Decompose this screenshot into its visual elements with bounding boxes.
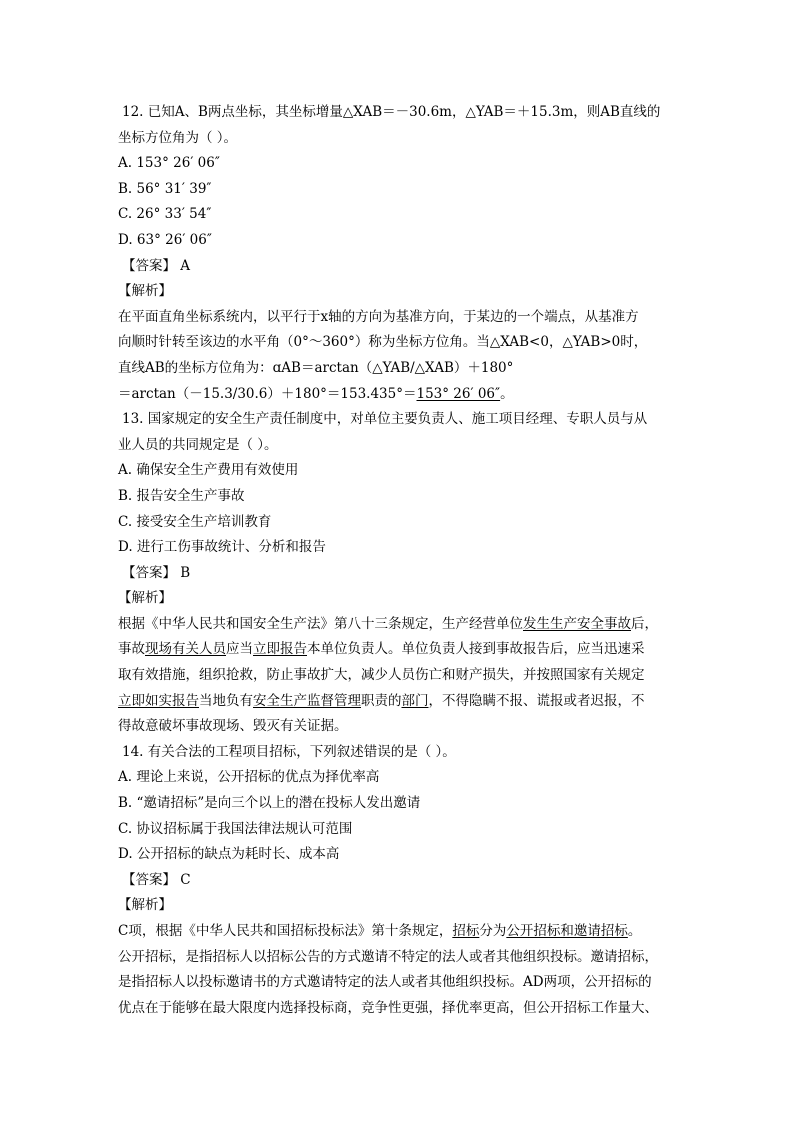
underlined-text: 公开招标和邀请招标	[506, 923, 628, 939]
q14-option-a: A. 理论上来说，公开招标的优点为择优率高	[118, 769, 380, 786]
underlined-text: 立即如实报告	[118, 692, 199, 709]
text-span: 。	[627, 923, 642, 939]
q12-option-b: B. 56° 31′ 39″	[118, 180, 212, 197]
q14-option-b: B. “邀请招标”是向三个以上的潜在投标人发出邀请	[118, 795, 421, 812]
q13-option-c: C. 接受安全生产培训教育	[118, 513, 272, 530]
q14-analysis-label: 【解析】	[118, 897, 172, 914]
q12-option-a: A. 153° 26′ 06″	[118, 155, 220, 172]
document-page	[118, 100, 678, 1021]
q12-analysis-line2: 向顺时针转至该边的水平角（0°～360°）称为坐标方位角。当△XAB<0，△YAB>0时，	[118, 334, 648, 351]
q13-option-b: B. 报告安全生产事故	[118, 487, 245, 504]
q13-stem-line1: 13. 国家规定的安全生产责任制度中，对单位主要负责人、施工项目经理、专职人员与从	[122, 411, 648, 428]
underlined-result: 153° 26′ 06″	[416, 385, 501, 402]
answer-value: A	[180, 257, 191, 274]
answer-label: 【答案】	[122, 564, 176, 581]
q13-analysis-label: 【解析】	[118, 590, 172, 607]
q14-analysis-line3: 是指招标人以投标邀请书的方式邀请特定的法人或者其他组织投标。AD两项，公开招标的	[118, 974, 652, 991]
q13-analysis-line3: 取有效措施，组织抢救，防止事故扩大，减少人员伤亡和财产损失，并按照国家有关规定	[118, 667, 645, 684]
q12-analysis-line3: 直线AB的坐标方位角为：ɑAB＝arctan（△YAB/△XAB）＋180°	[118, 359, 514, 376]
text-span: ，不得隐瞒不报、谎报或者迟报，不	[428, 692, 645, 709]
q12-stem-line2: 坐标方位角为（ ）。	[118, 129, 238, 146]
underlined-text: 现场有关人员	[145, 641, 226, 658]
q13-option-d: D. 进行工伤事故统计、分析和报告	[118, 539, 326, 556]
text-span: C项，根据《中华人民共和国招标投标法》第十条规定，	[118, 923, 453, 939]
q13-stem-line2: 业人员的共同规定是（ ）。	[118, 436, 278, 453]
underlined-text: 部门	[401, 692, 429, 709]
text-span: ＝arctan（－15.3/30.6）＋180°＝153.435°＝	[118, 385, 417, 402]
underlined-text: 安全生产监督管理	[253, 692, 361, 709]
q13-answer	[118, 561, 678, 587]
text-span: 分为	[479, 923, 507, 939]
answer-value: C	[180, 871, 191, 888]
q13-analysis-line1	[118, 612, 678, 638]
q12-option-d: D. 63° 26′ 06″	[118, 231, 212, 248]
q12-analysis-line4	[118, 382, 678, 408]
text-span: 当地负有	[199, 692, 253, 709]
q14-analysis-line4: 优点在于能够在最大限度内选择投标商，竞争性更强，择优率更高，但公开招标工作量大、	[118, 999, 658, 1016]
text-span: 后，	[631, 615, 658, 632]
text-span: 应当	[226, 641, 253, 658]
underlined-text: 立即报告	[253, 641, 307, 658]
q12-option-c: C. 26° 33′ 54″	[118, 206, 212, 223]
text-span: 职责的	[361, 692, 402, 709]
q12-analysis-label: 【解析】	[118, 283, 172, 300]
text-span: 。	[500, 385, 514, 402]
q13-analysis-line2	[118, 637, 678, 663]
text-span: 事故	[118, 641, 145, 658]
answer-label: 【答案】	[122, 871, 176, 888]
q12-stem-line1: 12. 已知A、B两点坐标，其坐标增量△XAB＝－30.6m，△YAB＝＋15.3m，则AB直线的	[122, 104, 661, 120]
q12-analysis-line1: 在平面直角坐标系统内，以平行于x轴的方向为基准方向，于某边的一个端点，从基准方	[118, 308, 639, 325]
q13-option-a: A. 确保安全生产费用有效使用	[118, 462, 299, 479]
answer-label: 【答案】	[122, 257, 176, 274]
underlined-text: 招标	[452, 923, 480, 939]
q14-answer	[118, 868, 678, 894]
q14-option-d: D. 公开招标的缺点为耗时长、成本高	[118, 846, 340, 863]
q14-analysis-line2: 公开招标，是指招标人以招标公告的方式邀请不特定的法人或者其他组织投标。邀请招标，	[118, 948, 658, 965]
q14-analysis-line1	[118, 919, 678, 945]
q13-analysis-line5: 得故意破坏事故现场、毁灭有关证据。	[118, 718, 348, 735]
answer-value: B	[180, 564, 191, 581]
text-span: 根据《中华人民共和国安全生产法》第八十三条规定，生产经营单位	[118, 615, 523, 632]
q13-analysis-line4	[118, 689, 678, 715]
q14-option-c: C. 协议招标属于我国法律法规认可范围	[118, 820, 353, 837]
q14-stem-line1: 14. 有关合法的工程项目招标，下列叙述错误的是（ ）。	[122, 743, 456, 760]
q12-answer	[118, 254, 678, 280]
underlined-text: 发生生产安全事故	[523, 615, 631, 632]
text-span: 本单位负责人。单位负责人接到事故报告后，应当迅速采	[307, 641, 645, 658]
